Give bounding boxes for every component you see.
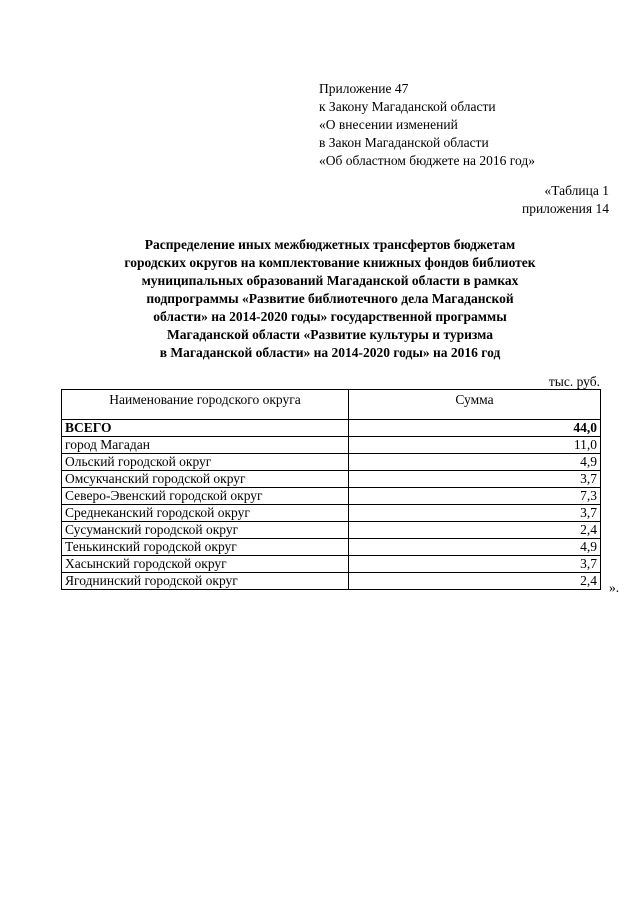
cell-district: Северо-Эвенский городской округ — [62, 488, 349, 505]
cell-amount: 44,0 — [349, 420, 601, 437]
appendix-line: «Об областном бюджете на 2016 год» — [319, 153, 535, 168]
table-row — [62, 522, 601, 539]
title-line: подпрограммы «Развитие библиотечного дела Магаданской — [146, 291, 514, 306]
units-label: тыс. руб. — [548, 374, 600, 389]
table-row — [62, 471, 601, 488]
cell-district: Омсукчанский городской округ — [62, 471, 349, 488]
cell-amount: 11,0 — [349, 437, 601, 454]
cell-amount: 3,7 — [349, 505, 601, 522]
cell-district: Сусуманский городской округ — [62, 522, 349, 539]
cell-amount: 4,9 — [349, 454, 601, 471]
table-reference — [522, 182, 609, 218]
cell-district: Ольский городской округ — [62, 454, 349, 471]
cell-amount: 2,4 — [349, 573, 601, 590]
distribution-table — [61, 389, 601, 590]
table-row — [62, 437, 601, 454]
cell-district: город Магадан — [62, 437, 349, 454]
cell-district: Ягоднинский городской округ — [62, 573, 349, 590]
title-line: Магаданской области «Развитие культуры и туризма — [166, 327, 494, 342]
cell-amount: 4,9 — [349, 539, 601, 556]
cell-amount: 2,4 — [349, 522, 601, 539]
cell-amount: 7,3 — [349, 488, 601, 505]
table-ref-line: приложения 14 — [521, 201, 609, 216]
appendix-line: «О внесении изменений — [319, 117, 458, 132]
appendix-line: к Закону Магаданской области — [319, 99, 496, 114]
cell-district: ВСЕГО — [62, 420, 349, 437]
table-row — [62, 505, 601, 522]
cell-district: Тенькинский городской округ — [62, 539, 349, 556]
document-title — [60, 236, 600, 362]
table-row — [62, 556, 601, 573]
cell-district: Хасынский городской округ — [62, 556, 349, 573]
title-line: области» на 2014-2020 годы» государственной программы — [153, 309, 507, 324]
title-line: муниципальных образований Магаданской области в рамках — [141, 273, 519, 288]
closing-quote-mark: ». — [609, 580, 620, 595]
table-ref-line: «Таблица 1 — [544, 183, 609, 198]
table-row-total — [62, 420, 601, 437]
title-line: городских округов на комплектование книжных фондов библиотек — [124, 255, 536, 270]
title-line: Распределение иных межбюджетных трансфертов бюджетам — [144, 237, 516, 252]
table-row — [62, 454, 601, 471]
table-row — [62, 488, 601, 505]
appendix-line: Приложение 47 — [319, 81, 409, 96]
column-header-district: Наименование городского округа — [62, 390, 349, 420]
cell-district: Среднеканский городской округ — [62, 505, 349, 522]
appendix-header — [319, 80, 535, 170]
cell-amount: 3,7 — [349, 556, 601, 573]
table-row — [62, 539, 601, 556]
title-line: в Магаданской области» на 2014-2020 годы» на 2016 год — [159, 345, 501, 360]
appendix-line: в Закон Магаданской области — [319, 135, 489, 150]
cell-amount: 3,7 — [349, 471, 601, 488]
table-row — [62, 573, 601, 590]
column-header-amount: Сумма — [349, 390, 601, 420]
table-header-row — [62, 390, 601, 420]
